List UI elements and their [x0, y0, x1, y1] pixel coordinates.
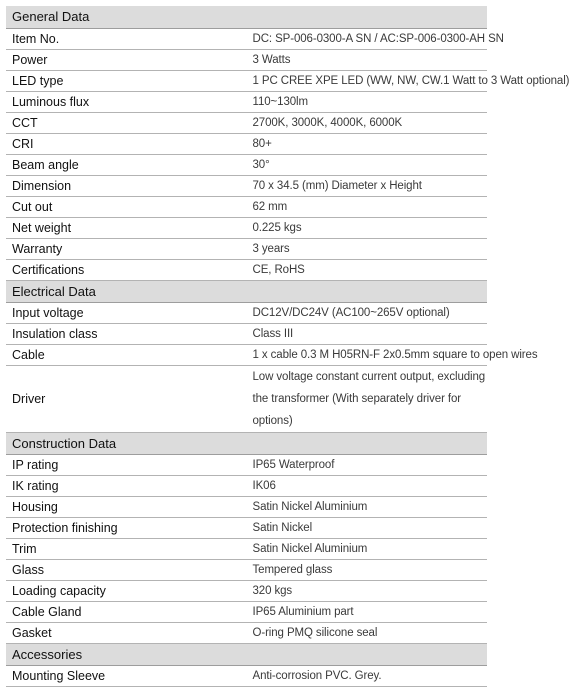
spec-value: 62 mm	[247, 196, 488, 217]
spec-value: 70 x 34.5 (mm) Diameter x Height	[247, 175, 488, 196]
spec-row	[6, 175, 487, 196]
spec-row	[6, 665, 487, 686]
spec-value: Satin Nickel	[247, 517, 488, 538]
spec-row	[6, 133, 487, 154]
spec-value: DC: SP-006-0300-A SN / AC:SP-006-0300-AH SN	[247, 28, 488, 49]
spec-value: Class III	[247, 323, 488, 344]
spec-label: Net weight	[6, 217, 247, 238]
spec-label: Mounting Sleeve	[6, 665, 247, 686]
spec-row	[6, 622, 487, 643]
spec-row	[6, 217, 487, 238]
spec-value: Satin Nickel Aluminium	[247, 538, 488, 559]
section-title: Accessories	[6, 643, 487, 665]
spec-label: Input voltage	[6, 302, 247, 323]
spec-label: Power	[6, 49, 247, 70]
spec-row	[6, 580, 487, 601]
spec-value: CE, RoHS	[247, 259, 488, 280]
spec-value: 1 x cable 0.3 M H05RN-F 2x0.5mm square to open wires	[247, 344, 488, 365]
section-header-electrical	[6, 280, 487, 302]
spec-row	[6, 323, 487, 344]
spec-row	[6, 601, 487, 622]
spec-label: Insulation class	[6, 323, 247, 344]
spec-label: Trim	[6, 538, 247, 559]
spec-sheet	[6, 6, 569, 687]
spec-value: 110~130lm	[247, 91, 488, 112]
spec-value: 0.225 kgs	[247, 217, 488, 238]
spec-value: 30°	[247, 154, 488, 175]
spec-row	[6, 112, 487, 133]
section-title: General Data	[6, 6, 487, 28]
spec-table	[6, 6, 569, 687]
spec-row	[6, 496, 487, 517]
spec-value: Satin Nickel Aluminium	[247, 496, 488, 517]
spec-row	[6, 517, 487, 538]
spec-label: Warranty	[6, 238, 247, 259]
section-header-accessories	[6, 643, 487, 665]
spec-value: 320 kgs	[247, 580, 488, 601]
spec-label: Dimension	[6, 175, 247, 196]
spec-row	[6, 196, 487, 217]
spec-row	[6, 154, 487, 175]
spec-row	[6, 91, 487, 112]
spec-label: Driver	[6, 365, 247, 432]
spec-value: 2700K, 3000K, 4000K, 6000K	[247, 112, 488, 133]
spec-label: Luminous flux	[6, 91, 247, 112]
spec-label: CRI	[6, 133, 247, 154]
spec-row	[6, 49, 487, 70]
spec-value: Low voltage constant current output, excluding the transformer (With separately driver for options)	[247, 365, 488, 432]
spec-label: Glass	[6, 559, 247, 580]
spec-label: Housing	[6, 496, 247, 517]
spec-value: 3 years	[247, 238, 488, 259]
section-header-construction	[6, 432, 487, 454]
spec-row	[6, 259, 487, 280]
spec-row	[6, 28, 487, 49]
spec-row	[6, 454, 487, 475]
section-header-general	[6, 6, 487, 28]
spec-value: IP65 Aluminium part	[247, 601, 488, 622]
spec-row	[6, 559, 487, 580]
spec-label: Gasket	[6, 622, 247, 643]
spec-label: IP rating	[6, 454, 247, 475]
spec-label: LED type	[6, 70, 247, 91]
spec-row	[6, 302, 487, 323]
spec-label: Cut out	[6, 196, 247, 217]
spec-label: Loading capacity	[6, 580, 247, 601]
spec-row	[6, 344, 487, 365]
spec-label: Item No.	[6, 28, 247, 49]
spec-label: Cable Gland	[6, 601, 247, 622]
section-title: Electrical Data	[6, 280, 487, 302]
spec-label: CCT	[6, 112, 247, 133]
spec-label: Beam angle	[6, 154, 247, 175]
spec-row	[6, 365, 487, 432]
spec-value: 80+	[247, 133, 488, 154]
spec-value: IK06	[247, 475, 488, 496]
spec-value: IP65 Waterproof	[247, 454, 488, 475]
spec-value: DC12V/DC24V (AC100~265V optional)	[247, 302, 488, 323]
spec-value: 1 PC CREE XPE LED (WW, NW, CW.1 Watt to 3 Watt optional)	[247, 70, 488, 91]
spec-label: Cable	[6, 344, 247, 365]
spec-value: 3 Watts	[247, 49, 488, 70]
section-title: Construction Data	[6, 432, 487, 454]
spec-label: Protection finishing	[6, 517, 247, 538]
spec-row	[6, 238, 487, 259]
spec-value: Anti-corrosion PVC. Grey.	[247, 665, 488, 686]
spec-label: IK rating	[6, 475, 247, 496]
spec-row	[6, 475, 487, 496]
spec-value: Tempered glass	[247, 559, 488, 580]
spec-row	[6, 538, 487, 559]
spec-row	[6, 70, 487, 91]
spec-value: O-ring PMQ silicone seal	[247, 622, 488, 643]
spec-label: Certifications	[6, 259, 247, 280]
